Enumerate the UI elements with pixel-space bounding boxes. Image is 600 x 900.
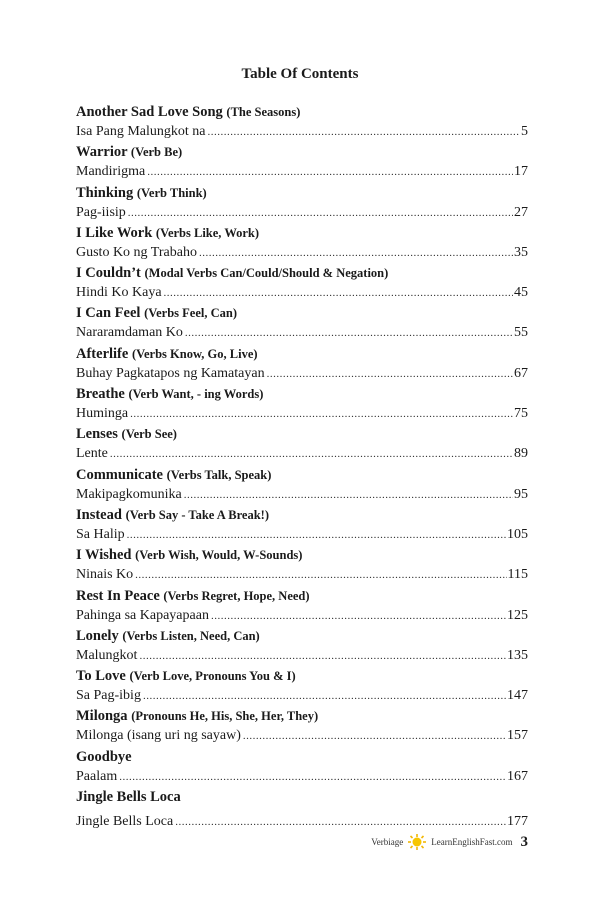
heading-sub: (Verbs Know, Go, Live): [131, 346, 258, 361]
heading-text: I Wished: [76, 547, 132, 564]
dot-leader: [184, 486, 513, 505]
heading-text: Communicate: [76, 466, 163, 483]
dot-leader: [199, 244, 513, 263]
entry-line: [76, 404, 528, 424]
heading-sub: (Pronouns He, His, She, Her, They): [131, 709, 319, 724]
toc-entry: [76, 384, 528, 424]
entry-title: Gusto Ko ng Trabaho: [76, 244, 197, 260]
page-number-footer: 3: [520, 833, 528, 850]
entry-heading: [76, 465, 528, 485]
entry-heading: [76, 626, 528, 646]
heading-text: I Can Feel: [76, 305, 141, 322]
page-number: 89: [514, 446, 528, 462]
entry-heading: [76, 706, 528, 726]
entry-line: [76, 767, 528, 787]
heading-text: Afterlife: [76, 345, 129, 362]
entry-heading: [76, 183, 528, 203]
heading-sub: (Verb Wish, Would, W-Sounds): [135, 548, 303, 563]
entry-title: Hindi Ko Kaya: [76, 285, 162, 301]
toc-entry: [76, 183, 528, 223]
dot-leader: [175, 813, 506, 832]
entry-title: Pahinga sa Kapayapaan: [76, 607, 209, 623]
heading-sub: (Verbs Feel, Can): [144, 306, 237, 321]
entry-title: Sa Pag-ibig: [76, 688, 141, 704]
page-number: 177: [507, 814, 528, 830]
entry-line: [76, 323, 528, 343]
entry-line: [76, 726, 528, 746]
dot-leader: [143, 687, 506, 706]
toc-entry: [76, 223, 528, 263]
page-number: 147: [507, 688, 528, 704]
heading-sub: (Verb Be): [130, 145, 183, 160]
toc-entry: [76, 263, 528, 303]
entry-line: [76, 485, 528, 505]
page-number: 157: [507, 728, 528, 744]
entry-heading: [76, 102, 528, 122]
heading-sub: (The Seasons): [226, 105, 301, 119]
footer-brand: Verbiage: [371, 837, 404, 847]
entry-line: [76, 686, 528, 706]
toc-entry: [76, 626, 528, 666]
entry-heading: [76, 384, 528, 404]
heading-sub: (Verb Love, Pronouns You & I): [129, 669, 296, 684]
entry-title: Isa Pang Malungkot na: [76, 124, 206, 139]
footer-website: LearnEnglishFast.com: [431, 837, 513, 847]
heading-sub: (Verb Want, - ing Words): [128, 387, 264, 402]
dot-leader: [135, 566, 506, 585]
dot-leader: [267, 365, 513, 384]
dot-leader: [110, 445, 513, 464]
entry-title: Nararamdaman Ko: [76, 325, 183, 341]
entry-line: [76, 812, 528, 832]
dot-leader: [127, 526, 506, 545]
entry-heading: [76, 344, 528, 364]
toc-title: Table Of Contents: [241, 66, 359, 82]
page-number: 27: [514, 204, 528, 220]
entry-title: Milonga (isang uri ng sayaw): [76, 728, 241, 744]
dot-leader: [211, 607, 506, 626]
entry-line: [76, 283, 528, 303]
dot-leader: [128, 204, 513, 223]
sun-logo-icon: [406, 833, 428, 851]
dot-leader: [243, 727, 506, 746]
page-number: 95: [514, 486, 528, 502]
entry-line: [76, 122, 528, 142]
heading-text: Thinking: [76, 184, 134, 201]
heading-sub: (Verbs Talk, Speak): [166, 467, 272, 482]
heading-text: Milonga: [76, 708, 128, 725]
entry-line: [76, 162, 528, 182]
page-number: 115: [507, 567, 528, 583]
entry-title: Ninais Ko: [76, 567, 134, 583]
heading-sub: (Modal Verbs Can/Could/Should & Negation): [144, 266, 389, 281]
toc-list: [76, 102, 528, 830]
dot-leader: [130, 405, 513, 424]
heading-text: To Love: [76, 668, 126, 685]
page-number: 17: [514, 164, 528, 180]
entry-line: [76, 606, 528, 626]
page-number: 55: [514, 325, 528, 341]
heading-sub: (Verb Think): [136, 185, 207, 200]
page-number: 45: [514, 285, 528, 301]
entry-heading: [76, 666, 528, 686]
heading-sub: (Verbs Listen, Need, Can): [122, 628, 260, 643]
entry-line: [76, 203, 528, 223]
heading-text: Warrior: [76, 144, 128, 161]
entry-heading: [76, 586, 528, 606]
entry-line: [76, 364, 528, 384]
dot-leader: [185, 324, 513, 343]
entry-heading: [76, 505, 528, 525]
entry-title: Huminga: [76, 406, 129, 422]
heading-text: I Like Work: [76, 224, 153, 241]
toc-entry: [76, 344, 528, 384]
entry-title: Sa Halip: [76, 526, 125, 542]
page-number: 67: [514, 365, 528, 381]
entry-title: Malungkot: [76, 647, 138, 663]
toc-entry: [76, 666, 528, 706]
toc-entry: [76, 102, 528, 142]
toc-entry: [76, 465, 528, 505]
heading-text: Goodbye: [76, 748, 132, 765]
entry-title: Jingle Bells Loca: [76, 814, 174, 830]
heading-sub: (Verbs Like, Work): [155, 225, 260, 240]
dot-leader: [207, 123, 520, 142]
toc-entry: [76, 787, 528, 830]
entry-title: Pag-iisip: [76, 204, 126, 220]
entry-heading: [76, 303, 528, 323]
page-number: 167: [507, 768, 528, 784]
dot-leader: [164, 284, 513, 303]
toc-entry: [76, 545, 528, 585]
entry-line: [76, 525, 528, 545]
heading-text: Rest In Peace: [76, 587, 160, 604]
page-footer: [371, 833, 528, 851]
entry-heading: [76, 142, 528, 162]
heading-sub: (Verb Say - Take A Break!): [125, 507, 269, 522]
heading-text: Instead: [76, 506, 122, 523]
page-number: 125: [507, 607, 528, 623]
entry-heading: [76, 263, 528, 283]
entry-heading: [76, 787, 528, 807]
toc-entry: [76, 303, 528, 343]
entry-heading: [76, 545, 528, 565]
entry-heading: [76, 223, 528, 243]
dot-leader: [139, 647, 506, 666]
toc-entry: [76, 424, 528, 464]
heading-text: Jingle Bells Loca: [76, 789, 181, 806]
entry-title: Paalam: [76, 768, 118, 784]
page-number: 135: [507, 647, 528, 663]
heading-text: I Couldn’t: [76, 265, 141, 282]
entry-line: [76, 444, 528, 464]
toc-entry: [76, 706, 528, 746]
entry-line: [76, 565, 528, 585]
toc-entry: [76, 747, 528, 787]
heading-text: Lonely: [76, 627, 119, 644]
entry-title: Buhay Pagkatapos ng Kamatayan: [76, 365, 265, 381]
heading-sub: (Verbs Regret, Hope, Need): [163, 588, 310, 603]
entry-title: Mandirigma: [76, 164, 146, 180]
page-number: 105: [507, 526, 528, 542]
entry-heading: [76, 424, 528, 444]
page-number: 75: [514, 406, 528, 422]
entry-title: Lente: [76, 446, 108, 462]
page-number: 35: [514, 244, 528, 260]
heading-text: Breathe: [76, 386, 125, 403]
entry-heading: [76, 747, 528, 767]
heading-text: Another Sad Love Song: [76, 104, 223, 120]
toc-entry: [76, 586, 528, 626]
entry-title: Makipagkomunika: [76, 486, 182, 502]
toc-entry: [76, 505, 528, 545]
entry-line: [76, 646, 528, 666]
entry-line: [76, 243, 528, 263]
dot-leader: [147, 163, 513, 182]
dot-leader: [119, 768, 506, 787]
heading-text: Lenses: [76, 426, 118, 443]
heading-sub: (Verb See): [121, 427, 177, 442]
toc-entry: [76, 142, 528, 182]
page-number: 5: [521, 124, 528, 139]
